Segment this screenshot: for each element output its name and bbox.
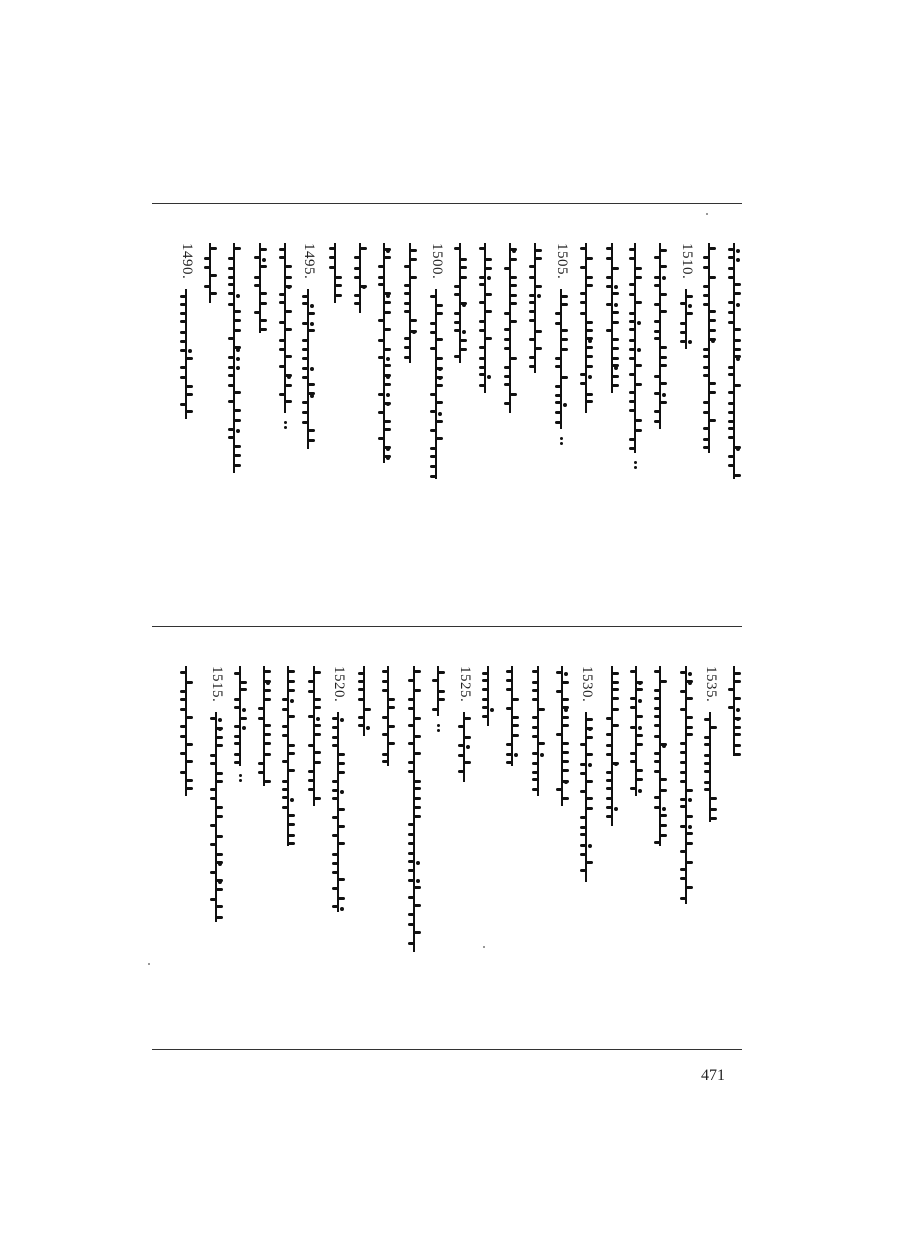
- mongolian-script-line: [408, 666, 422, 952]
- mongolian-script-line: [180, 666, 194, 796]
- mongolian-script-line: [458, 712, 472, 782]
- line-number: 1515.: [209, 666, 225, 703]
- line-number: 1530.: [579, 666, 595, 703]
- page-number: 471: [701, 1067, 725, 1084]
- mongolian-script-line: [680, 289, 694, 349]
- margin-speck: [706, 213, 708, 215]
- mongolian-script-line: [555, 289, 569, 429]
- mongolian-script-line: [556, 666, 570, 806]
- line-number: 1510.: [679, 243, 695, 280]
- bottom-rule: [152, 1049, 742, 1050]
- mongolian-script-line: [282, 666, 296, 846]
- margin-speck: [483, 946, 485, 948]
- line-number: 1525.: [457, 666, 473, 703]
- margin-speck: [148, 963, 150, 965]
- mongolian-script-line: [378, 243, 392, 463]
- mongolian-script-line: [279, 243, 293, 413]
- mongolian-script-line: [254, 243, 268, 333]
- mongolian-script-line: [358, 666, 372, 736]
- mongolian-script-line: [430, 289, 444, 479]
- punctuation-mark: [435, 724, 443, 734]
- mongolian-script-line: [629, 243, 643, 453]
- mongolian-script-line: [482, 666, 496, 726]
- punctuation-mark: [632, 461, 640, 471]
- line-number: 1490.: [179, 243, 195, 280]
- mongolian-script-line: [703, 243, 717, 453]
- mongolian-script-line: [728, 243, 742, 479]
- mongolian-script-line: [506, 666, 520, 766]
- punctuation-mark: [237, 774, 245, 784]
- mongolian-script-line: [332, 712, 346, 912]
- mongolian-script-line: [210, 712, 224, 922]
- line-number: 1535.: [703, 666, 719, 703]
- mongolian-script-line: [504, 243, 518, 413]
- mongolian-script-line: [308, 666, 322, 806]
- mongolian-script-line: [654, 666, 668, 846]
- line-number: 1495.: [301, 243, 317, 280]
- middle-rule: [152, 626, 742, 627]
- line-number: 1505.: [554, 243, 570, 280]
- mongolian-script-line: [580, 243, 594, 413]
- mongolian-script-line: [354, 243, 368, 313]
- top-rule: [152, 203, 742, 204]
- mongolian-script-line: [606, 243, 620, 393]
- mongolian-script-line: [204, 243, 218, 303]
- mongolian-script-line: [404, 243, 418, 363]
- line-number: 1520.: [331, 666, 347, 703]
- mongolian-script-line: [479, 243, 493, 393]
- mongolian-script-line: [532, 666, 546, 796]
- mongolian-script-line: [302, 289, 316, 449]
- punctuation-mark: [558, 437, 566, 447]
- line-number: 1500.: [429, 243, 445, 280]
- mongolian-script-line: [728, 666, 742, 756]
- mongolian-script-line: [606, 666, 620, 826]
- bottom-verse-block: [152, 666, 742, 906]
- top-verse-block: [152, 243, 742, 483]
- mongolian-script-line: [630, 666, 644, 796]
- punctuation-mark: [282, 421, 290, 431]
- mongolian-script-line: [180, 289, 194, 419]
- mongolian-script-line: [704, 712, 718, 822]
- mongolian-script-line: [382, 666, 396, 766]
- mongolian-script-line: [228, 243, 242, 473]
- mongolian-script-line: [258, 666, 272, 786]
- mongolian-script-line: [529, 243, 543, 373]
- mongolian-script-line: [432, 666, 446, 716]
- mongolian-script-line: [680, 666, 694, 904]
- mongolian-script-line: [654, 243, 668, 429]
- mongolian-script-line: [580, 712, 594, 882]
- mongolian-script-line: [234, 666, 248, 766]
- mongolian-script-line: [329, 243, 343, 303]
- mongolian-script-line: [454, 243, 468, 363]
